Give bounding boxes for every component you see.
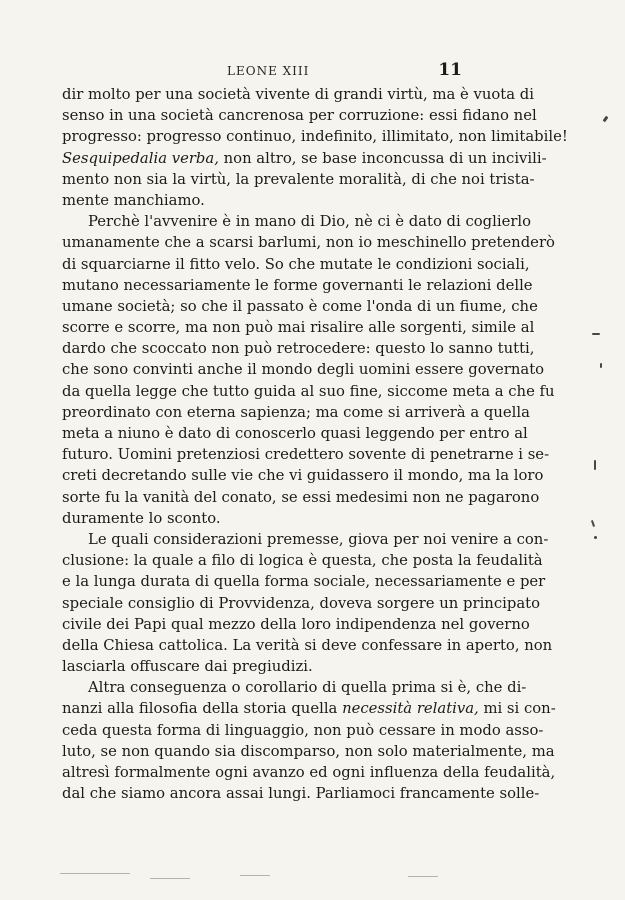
text-line: Altra conseguenza o corollario di quella prima si è, che di-: [88, 679, 527, 697]
text-line: clusione: la quale a filo di logica è questa, che posta la feudalità: [62, 552, 543, 570]
italic-phrase: necessità relativa,: [342, 700, 479, 718]
text-line: Perchè l'avvenire è in mano di Dio, nè ci è dato di coglierlo: [88, 213, 532, 231]
scan-mark: [591, 520, 595, 527]
paragraph: [62, 84, 568, 211]
text-line: luto, se non quando sia discomparso, non solo materialmente, ma: [62, 742, 555, 760]
scan-mark: [603, 116, 609, 123]
text-line: [62, 148, 547, 169]
text-line: senso in una società cancrenosa per corruzione: essi fidano nel: [62, 107, 537, 125]
scan-smudge: [408, 876, 438, 877]
scan-mark: [594, 536, 597, 539]
text-line: che sono convinti anche il mondo degli uomini essere governato: [62, 361, 545, 379]
scan-smudge: [60, 873, 130, 874]
paragraph: [62, 529, 553, 677]
text-line: altresì formalmente ogni avanzo ed ogni influenza della feudalità,: [62, 764, 556, 781]
text-line: progresso: progresso continuo, indefinito, illimitato, non limitabile!: [62, 128, 568, 146]
scan-mark: [592, 333, 600, 335]
scan-smudge: [150, 878, 190, 879]
text-line: preordinato con eterna sapienza; ma come si arriverà a quella: [62, 403, 530, 421]
text-line: [62, 698, 556, 719]
text-line: della Chiesa cattolica. La verità si deve confessare in aperto, non: [62, 636, 553, 654]
body-text: [62, 84, 568, 804]
text-line: da quella legge che tutto guida al suo fine, siccome meta a che fu: [62, 382, 555, 400]
scan-mark: [600, 363, 602, 368]
text-line: mutano necessariamente le forme governanti le relazioni delle: [62, 276, 533, 294]
text-line: civile dei Papi qual mezzo della loro indipendenza nel governo: [62, 615, 530, 633]
italic-phrase: Sesquipedalia verba,: [62, 149, 219, 167]
text-line: sorte fu la vanità del conato, se essi medesimi non ne pagarono: [62, 488, 540, 506]
text-line: mente manchiamo.: [62, 191, 205, 209]
text-line: e la lunga durata di quella forma sociale, necessariamente e per: [62, 573, 546, 591]
paragraph: [62, 677, 556, 804]
page-number: 11: [438, 60, 462, 80]
text-line: duramente lo sconto.: [62, 509, 221, 527]
running-title: LEONE XIII: [227, 64, 310, 78]
text-segment: nanzi alla filosofia della storia quella: [62, 700, 343, 718]
text-line: lasciarla offuscare dai pregiudizi.: [62, 658, 313, 676]
text-line: ceda questa forma di linguaggio, non può cessare in modo asso-: [62, 721, 544, 739]
scan-mark: [594, 460, 596, 470]
text-segment: mi si con-: [478, 700, 556, 718]
scan-smudge: [240, 875, 270, 876]
text-line: creti decretando sulle vie che vi guidassero il mondo, ma la loro: [62, 467, 544, 485]
text-line: speciale consiglio di Provvidenza, doveva sorgere un principato: [62, 594, 540, 612]
text-line: umanamente che a scarsi barlumi, non io meschinello pretenderò: [62, 234, 555, 252]
text-line: futuro. Uomini pretenziosi credettero sovente di penetrarne i se-: [62, 446, 550, 464]
text-line: Le quali considerazioni premesse, giova per noi venire a con-: [88, 530, 549, 548]
text-line: dal che siamo ancora assai lungi. Parliamoci francamente solle-: [62, 785, 540, 803]
text-line: dir molto per una società vivente di grandi virtù, ma è vuota di: [62, 86, 534, 103]
text-segment: non altro, se base inconcussa di un incivili-: [218, 149, 547, 167]
paragraph: [62, 211, 555, 529]
text-line: dardo che scoccato non può retrocedere: questo lo sanno tutti,: [62, 340, 535, 358]
text-line: mento non sia la virtù, la prevalente moralità, di che noi trista-: [62, 170, 535, 188]
text-line: di squarciarne il fitto velo. So che mutate le condizioni sociali,: [62, 255, 530, 273]
text-line: meta a niuno è dato di conoscerlo quasi leggendo per entro al: [62, 425, 528, 442]
text-line: scorre e scorre, ma non può mai risalire alle sorgenti, simile al: [62, 319, 535, 337]
page-header: [62, 60, 462, 84]
text-line: umane società; so che il passato è come l'onda di un fiume, che: [62, 297, 538, 315]
